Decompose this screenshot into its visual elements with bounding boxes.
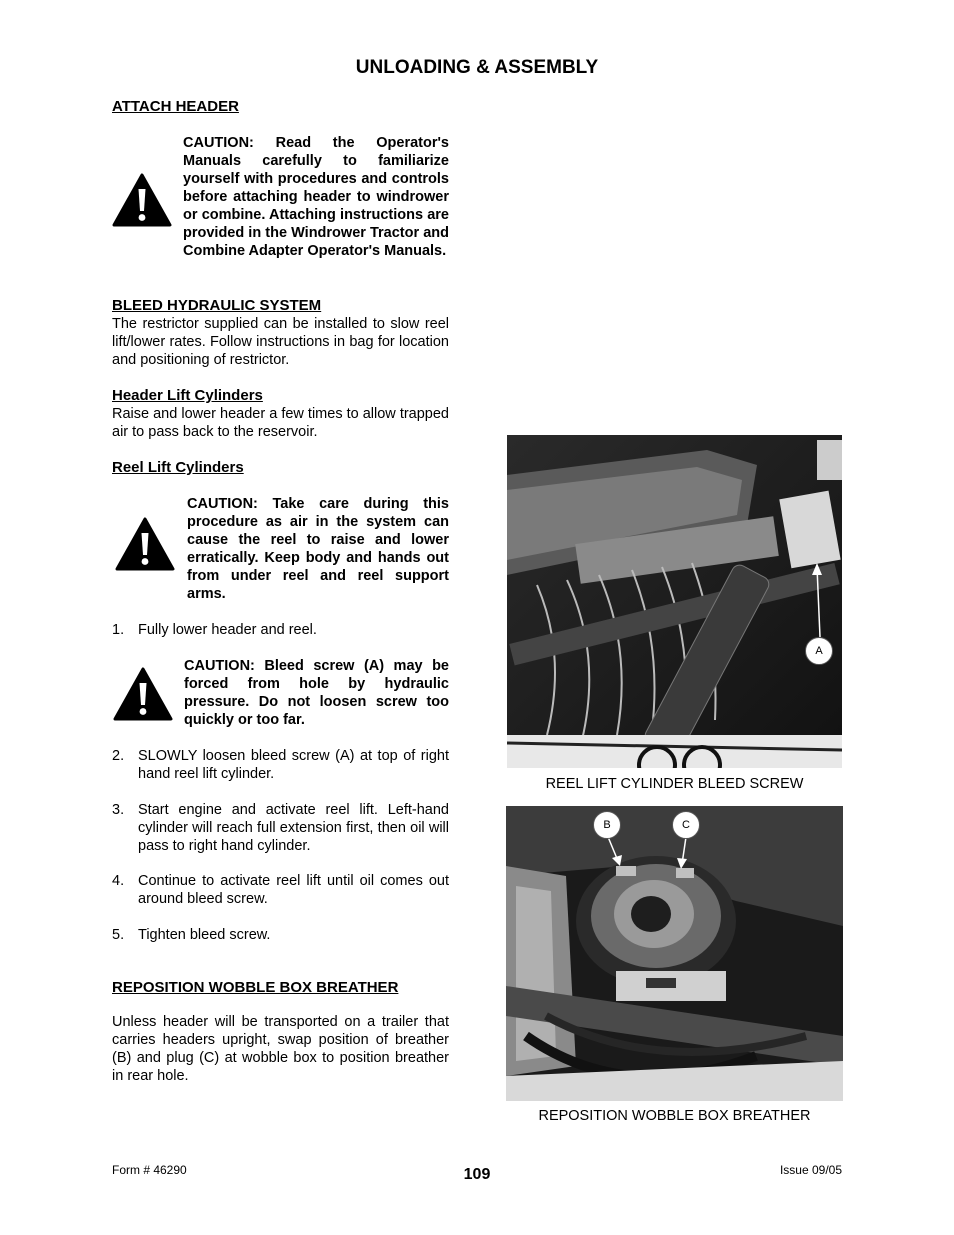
step-item: 4. Continue to activate reel lift until oil comes out around bleed screw. — [112, 873, 449, 907]
issue-date: Issue 09/05 — [779, 1163, 842, 1177]
bleed-hydraulic-text: The restrictor supplied can be installed to slow reel lift/lower rates. Follow instructions in bag for location and positioning of restrictor. — [112, 316, 449, 368]
warning-icon — [113, 667, 173, 721]
wobble-box-heading: REPOSITION WOBBLE BOX BREATHER — [112, 979, 399, 996]
callout-a: A — [805, 637, 833, 665]
step-item: 1. Fully lower header and reel. — [112, 622, 317, 638]
reel-lift-heading: Reel Lift Cylinders — [112, 459, 244, 476]
reel-lift-figure-caption: REEL LIFT CYLINDER BLEED SCREW — [545, 776, 804, 792]
warning-icon — [115, 517, 175, 571]
step-item: 2. SLOWLY loosen bleed screw (A) at top of right hand reel lift cylinder. — [112, 748, 449, 782]
page-number: 109 — [463, 1166, 491, 1183]
step-item: 5. Tighten bleed screw. — [112, 927, 271, 943]
wobble-box-photo — [506, 806, 843, 1101]
bleed-hydraulic-heading: BLEED HYDRAULIC SYSTEM — [112, 297, 322, 314]
header-lift-heading: Header Lift Cylinders — [112, 387, 263, 404]
page-title: UNLOADING & ASSEMBLY — [355, 57, 599, 78]
caution-bleed-screw: CAUTION: Bleed screw (A) may be forced from hole by hydraulic pressure. Do not loosen screw too quickly or too far. — [184, 658, 449, 728]
caution-read-manuals: CAUTION: Read the Operator's Manuals carefully to familiarize yourself with procedures and controls before attaching header to windrower or combine. Attaching instructions are provided in the Windrower Tractor and Combine Adapter Operator's Manuals. — [183, 135, 449, 259]
attach-header-heading: ATTACH HEADER — [112, 98, 239, 115]
wobble-box-text: Unless header will be transported on a trailer that carries headers upright, swap position of breather (B) and plug (C) at wobble box to position breather in rear hole. — [112, 1014, 449, 1084]
caution-erratic-reel: CAUTION: Take care during this procedure as air in the system can cause the reel to raise and lower erratically. Keep body and hands out from under reel and reel support arms. — [187, 496, 449, 602]
warning-icon — [112, 173, 172, 227]
callout-c: C — [672, 811, 700, 839]
reel-lift-cylinder-photo — [507, 435, 842, 768]
callout-b: B — [593, 811, 621, 839]
step-item: 3. Start engine and activate reel lift. Left-hand cylinder will reach full extension first, then oil will pass to right hand cylinder. — [112, 802, 449, 854]
form-number: Form # 46290 — [112, 1163, 187, 1177]
wobble-box-figure-caption: REPOSITION WOBBLE BOX BREATHER — [538, 1108, 811, 1124]
header-lift-text: Raise and lower header a few times to allow trapped air to pass back to the reservoir. — [112, 406, 449, 440]
